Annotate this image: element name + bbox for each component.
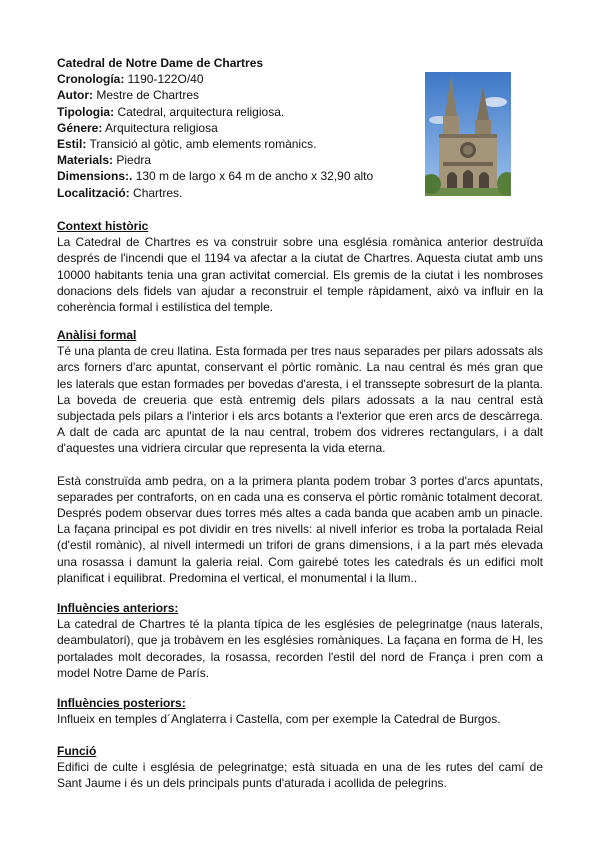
field-label: Autor: xyxy=(57,88,93,103)
section-paragraph: La Catedral de Chartres es va construir sobre una església romànica anterior destruïda després de l'incendi que el 1194 va afectar a la ciutat de Chartres. Aquesta ciutat amb uns 10000 habitants tenia una gran activitat comercial. Els gremis de la ciutat i les nombroses donacions dels fidels van ajudar a reconstruir el temple ràpidament, això va influir en la coherència formal i estilística del temple. xyxy=(57,235,543,315)
field-label: Localització: xyxy=(57,185,130,200)
section-function xyxy=(57,743,543,792)
field-genre xyxy=(57,120,417,136)
field-typology xyxy=(57,104,417,120)
field-label: Génere: xyxy=(57,120,103,135)
field-label: Dimensions:. xyxy=(57,169,133,184)
section-paragraph: Edifici de culte i església de pelegrinatge; està situada en una de les rutes del camí de Sant Jaume i és un dels principals punts d'aturada i acollida de pelegrins. xyxy=(57,760,543,791)
section-paragraph: Té una planta de creu llatina. Esta formada per tres naus separades per pilars adossats als arcs forners d'arc apuntat, conservant el pòrtic romànic. La nau central és més gran que les laterals que estan formades per bovedas d'aresta, i el transsepte sobresurt de la planta. La boveda de creueria que està entremig dels pilars adossats a la nau central està subjectada pels pilars a l'interior i els arcs botants a l'exterior que eren arcs de descàrrega. A dalt de cada arc apuntat de la nau central, trobem dos vidreres rectangulars, i a dalt d'aquestes una vidriera circular que representa la vida eterna. xyxy=(57,344,543,456)
field-label: Estil: xyxy=(57,137,87,152)
section-formal-analysis xyxy=(57,327,543,586)
section-previous-influences xyxy=(57,600,543,681)
field-label: Tipologia: xyxy=(57,104,115,119)
field-value: Chartres. xyxy=(129,185,183,200)
section-heading: Influències posteriors: xyxy=(57,696,186,710)
field-value: Catedral, arquitectura religiosa. xyxy=(114,104,285,119)
field-label: Materials: xyxy=(57,153,114,168)
document-title: Catedral de Notre Dame de Chartres xyxy=(57,56,264,70)
section-heading: Funció xyxy=(57,744,97,758)
field-chronology xyxy=(57,71,417,87)
field-materials xyxy=(57,152,417,168)
field-value: Transició al gòtic, amb elements romànics. xyxy=(86,137,317,152)
field-value: 130 m de largo x 64 m de ancho x 32,90 alto xyxy=(132,169,374,184)
section-paragraph: La catedral de Chartres té la planta típica de les esglésies de pelegrinatge (naus laterals, deambulatori), que ja trobàvem en les esglésies romàniques. La façana en forma de H, les portalades molt decorades, la rosassa, recorden l'estil del nord de França i pren com a model Notre Dame de París. xyxy=(57,617,543,680)
field-value: Arquitectura religiosa xyxy=(102,120,218,135)
section-paragraph: Influeix en temples d´Anglaterra i Castella, com per exemple la Catedral de Burgos. xyxy=(57,712,501,727)
field-author xyxy=(57,87,417,103)
section-paragraph: Està construïda amb pedra, on a la primera planta podem trobar 3 portes d'arcs apuntats, separades per contraforts, on en cada una es conserva el pòrtic romànic totalment decorat. Després podem observar dues torres més altes a cada banda que acaben amb un pinacle. La façana principal es pot dividir en tres nivells: al nivell inferior es troba la portalada Reial (d'estil romànic), al nivell intermedi un trifori de grans dimensions, i a la part més elevada una rosassa i damunt la galeria reial. Com gairebé totes les catedrals és un edifici molt planificat i equilibrat. Predomina el vertical, el monumental i la llum.. xyxy=(57,473,543,585)
section-context xyxy=(57,218,543,315)
field-value: Piedra xyxy=(113,153,152,168)
field-value: Mestre de Chartres xyxy=(93,88,200,103)
field-dimensions xyxy=(57,168,417,184)
cathedral-photo xyxy=(425,72,511,196)
section-later-influences xyxy=(57,695,543,727)
section-heading: Anàlisi formal xyxy=(57,328,137,342)
field-label: Cronología: xyxy=(57,72,125,87)
field-style xyxy=(57,136,417,152)
section-heading: Influències anteriors: xyxy=(57,601,179,615)
field-value: 1190-122O/40 xyxy=(124,72,204,87)
field-location xyxy=(57,185,417,201)
section-heading: Context històric xyxy=(57,219,149,233)
artwork-metadata xyxy=(57,55,417,201)
